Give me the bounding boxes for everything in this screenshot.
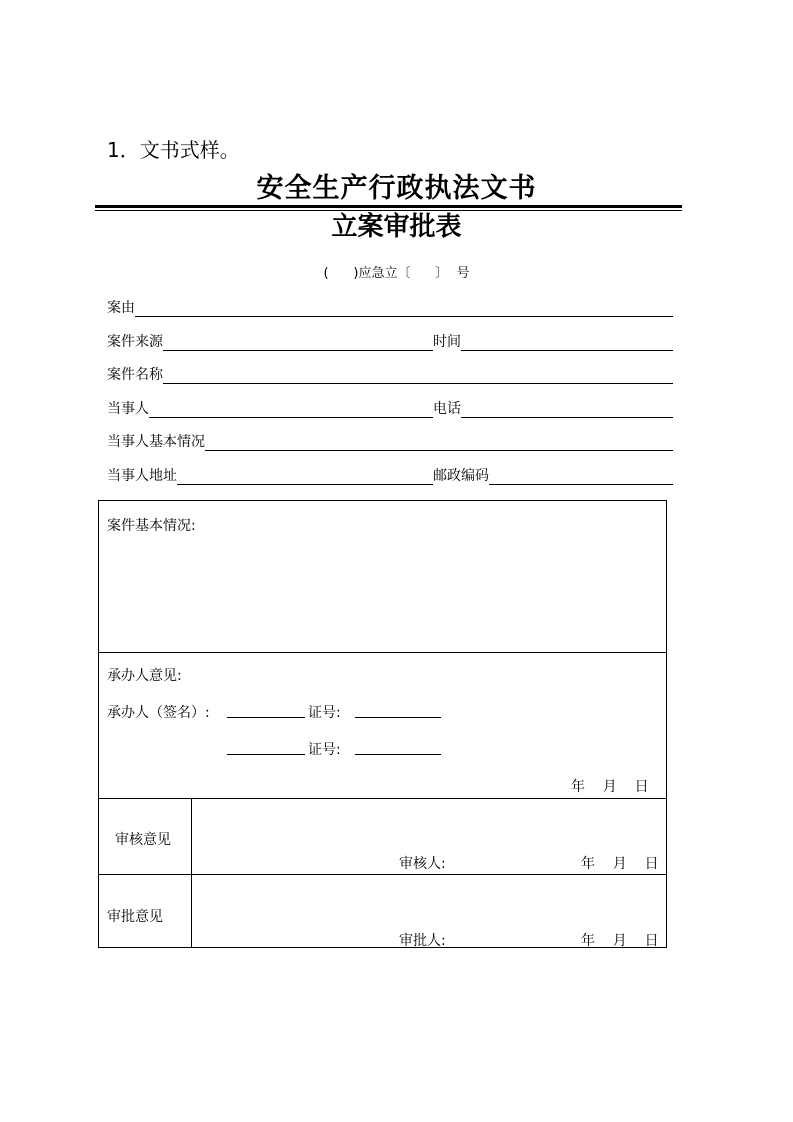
case-name-label: 案件名称: [107, 367, 163, 383]
party-basic-info-row: [107, 429, 673, 451]
handler-signature-field-2[interactable]: [227, 754, 305, 755]
case-basic-info-label: 案件基本情况:: [107, 518, 196, 534]
approver-label: 审批人:: [399, 933, 446, 949]
case-name-row: [107, 362, 673, 384]
cert-no-label-1: 证号:: [308, 705, 341, 721]
handler-opinion-label: 承办人意见:: [107, 668, 182, 684]
case-source-field[interactable]: [163, 334, 433, 351]
party-address-field[interactable]: [177, 468, 433, 485]
time-field[interactable]: [461, 334, 673, 351]
divider-handler: [99, 798, 666, 799]
party-basic-info-field[interactable]: [205, 434, 673, 451]
divider-review: [99, 874, 666, 875]
case-cause-field[interactable]: [135, 300, 673, 317]
party-address-label: 当事人地址: [107, 468, 177, 484]
phone-label: 电话: [433, 401, 461, 417]
case-name-field[interactable]: [163, 367, 673, 384]
party-address-row: [107, 463, 673, 485]
approval-opinion-label: 审批意见: [107, 909, 163, 925]
document-title: 安全生产行政执法文书: [256, 173, 537, 204]
reviewer-label: 审核人:: [399, 856, 446, 872]
phone-field[interactable]: [461, 401, 673, 418]
document-number: ( )应急立〔 〕 号: [323, 266, 470, 281]
case-source-row: [107, 329, 673, 351]
postal-code-field[interactable]: [489, 468, 673, 485]
form-title: 立案审批表: [331, 212, 462, 242]
party-field[interactable]: [149, 401, 433, 418]
case-cause-label: 案由: [107, 300, 135, 316]
party-basic-info-label: 当事人基本情况: [107, 434, 205, 450]
postal-code-label: 邮政编码: [433, 468, 489, 484]
handler-signature-label: 承办人（签名）:: [107, 705, 210, 721]
handler-signature-field-1[interactable]: [227, 717, 305, 718]
cert-no-field-2[interactable]: [355, 754, 441, 755]
divider-case-info: [99, 652, 666, 653]
case-source-label: 案件来源: [107, 334, 163, 350]
approval-table: [98, 500, 667, 948]
review-date: 年 月 日: [581, 856, 659, 872]
opinion-label-column-divider: [191, 798, 192, 947]
review-opinion-label: 审核意见: [115, 832, 171, 848]
section-heading: 1．文书式样。: [107, 138, 240, 162]
approval-date: 年 月 日: [581, 933, 659, 949]
cert-no-field-1[interactable]: [355, 717, 441, 718]
handler-date: 年 月 日: [571, 779, 649, 795]
cert-no-label-2: 证号:: [308, 742, 341, 758]
case-cause-row: [107, 295, 673, 317]
party-row: [107, 396, 673, 418]
time-label: 时间: [433, 334, 461, 350]
party-label: 当事人: [107, 401, 149, 417]
